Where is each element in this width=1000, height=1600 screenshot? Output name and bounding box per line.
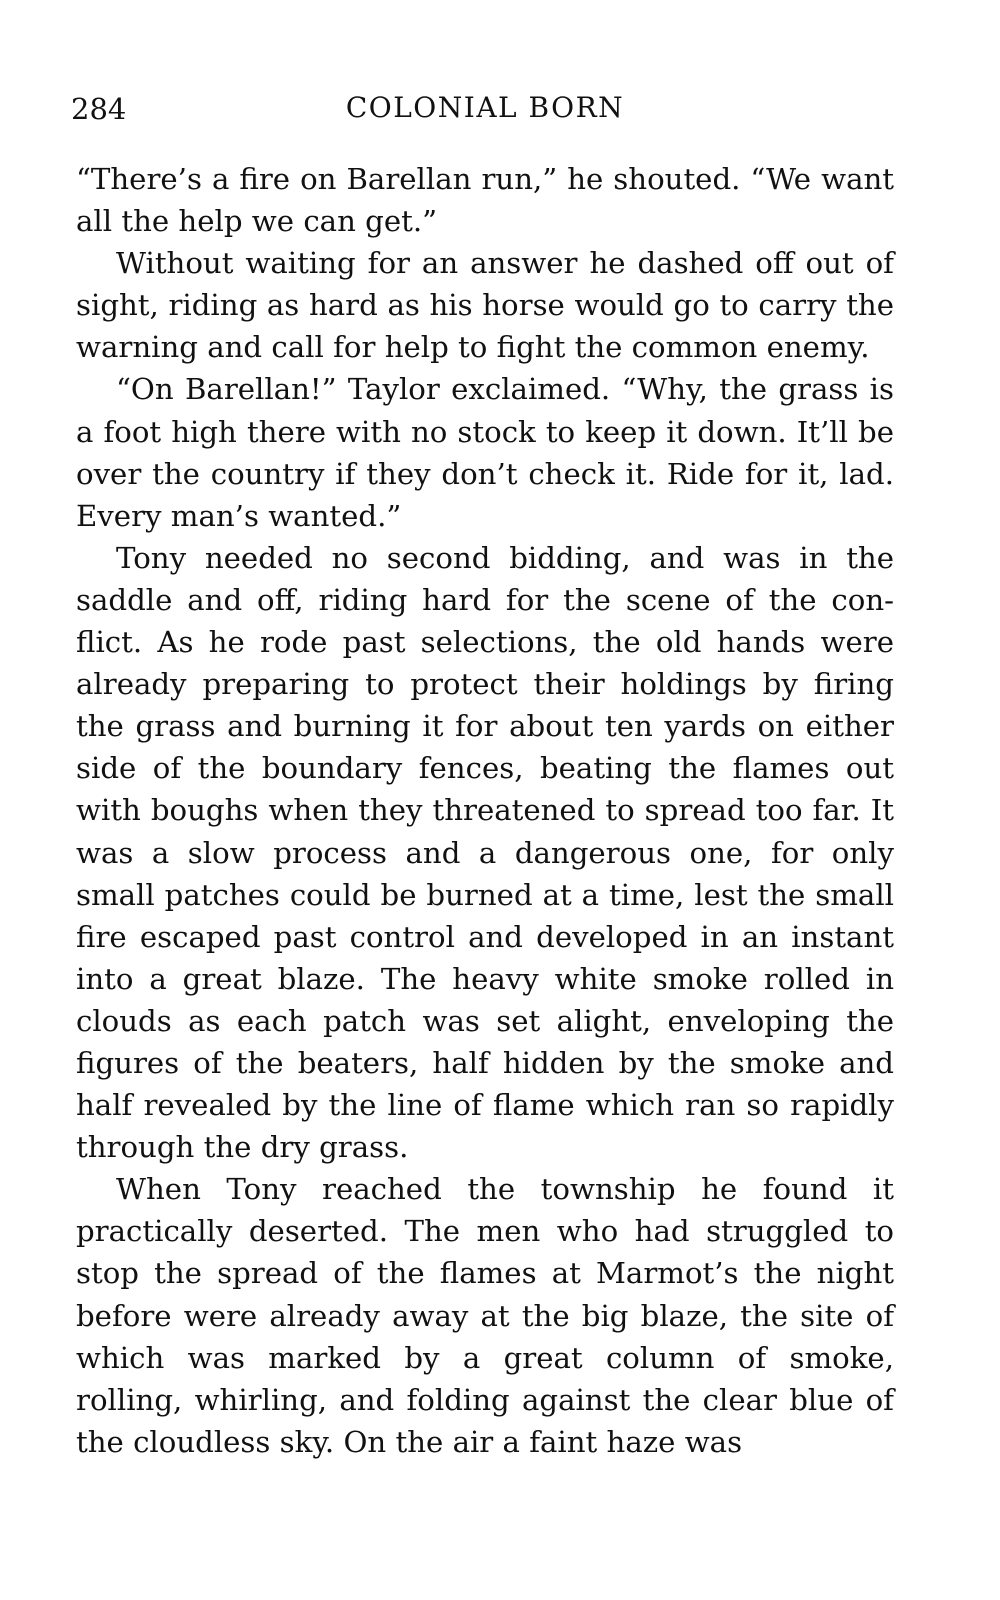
paragraph: “On Barellan!” Taylor exclaimed. “Why, the grass is a foot high there with no stock to keep it down. It’ll be over the country if they don’t check it. Ride for it, lad. Every man’s wanted.” bbox=[76, 372, 894, 533]
body-text bbox=[76, 158, 894, 1463]
book-page bbox=[71, 0, 894, 1600]
page-number: 284 bbox=[71, 92, 127, 126]
paragraph: “There’s a fire on Barellan run,” he shouted. “We want all the help we can get.” bbox=[76, 162, 894, 239]
paragraph: When Tony reached the township he found it practically deserted. The men who had struggled to stop the spread of the flames at Marmot’s the night before were already away at the big blaze, the site of which was marked by a great column of smoke, rolling, whirling, and folding against the clear blue of the cloudless sky. On the air a faint haze was bbox=[76, 1172, 894, 1459]
running-head bbox=[71, 84, 894, 134]
paragraph: Tony needed no second bidding, and was in the saddle and off, riding hard for the scene of the conflict. As he rode past selections, the old hands were already preparing to protect their holdings by firing the grass and burning it for about ten yards on either side of the boundary fences, beating the flames out with boughs when they threatened to spread too far. It was a slow process and a dangerous one, for only small patches could be burned at a time, lest the small fire escaped past control and developed in an instant into a great blaze. The heavy white smoke rolled in clouds as each patch was set alight, enveloping the figures of the beaters, half hidden by the smoke and half revealed by the line of flame which ran so rapidly through the dry grass. bbox=[76, 540, 894, 1165]
book-title: COLONIAL BORN bbox=[345, 91, 625, 124]
paragraph: Without waiting for an answer he dashed off out of sight, riding as hard as his horse would go to carry the warning and call for help to fight the common enemy. bbox=[76, 246, 894, 365]
